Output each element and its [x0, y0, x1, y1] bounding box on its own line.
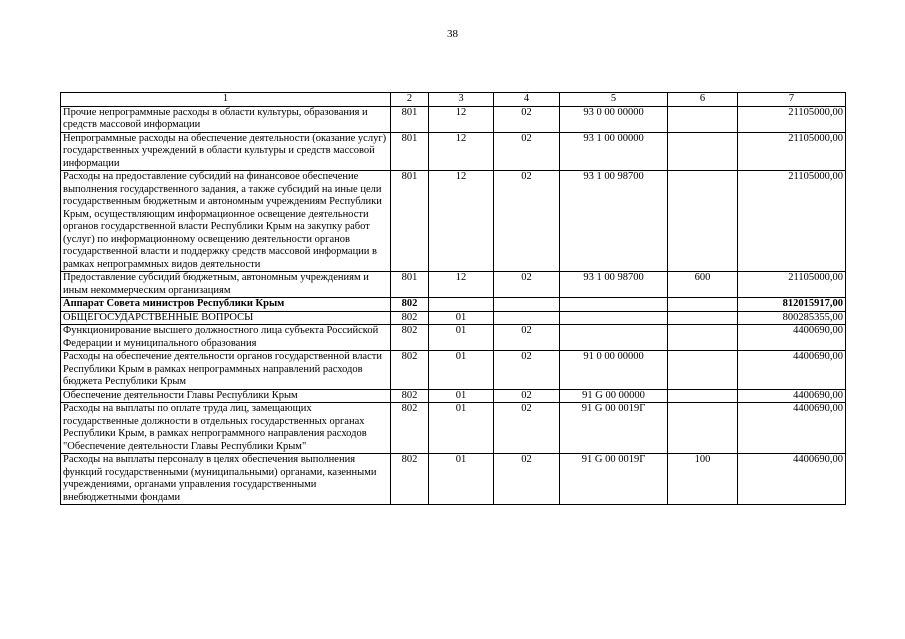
row-section-code — [429, 298, 494, 312]
row-ministry-code: 801 — [391, 171, 429, 272]
row-expense-type-code — [668, 389, 738, 403]
row-description: Обеспечение деятельности Главы Республики Крым — [61, 389, 391, 403]
table-row — [61, 454, 846, 505]
row-description: Расходы на выплаты персоналу в целях обеспечения выполнения функций государственными (муниципальными) органами, казенными учреждениями, органами управления государственными внебюджетными фондами — [61, 454, 391, 505]
row-section-code: 01 — [429, 389, 494, 403]
row-target-code — [560, 311, 668, 325]
row-section-code: 01 — [429, 351, 494, 390]
row-subsection-code: 02 — [494, 454, 560, 505]
table-row — [61, 403, 846, 454]
row-ministry-code: 802 — [391, 454, 429, 505]
row-target-code: 91 G 00 0019Г — [560, 403, 668, 454]
row-description: ОБЩЕГОСУДАРСТВЕННЫЕ ВОПРОСЫ — [61, 311, 391, 325]
table-row — [61, 171, 846, 272]
row-subsection-code: 02 — [494, 351, 560, 390]
row-subsection-code: 02 — [494, 272, 560, 298]
row-description: Функционирование высшего должностного лица субъекта Российской Федерации и муниципального образования — [61, 325, 391, 351]
table-row — [61, 311, 846, 325]
row-subsection-code: 02 — [494, 132, 560, 171]
column-header: 3 — [429, 93, 494, 107]
row-description: Прочие непрограммные расходы в области культуры, образования и средств массовой информации — [61, 106, 391, 132]
row-section-code: 12 — [429, 272, 494, 298]
column-header: 1 — [61, 93, 391, 107]
column-header: 6 — [668, 93, 738, 107]
row-target-code: 91 0 00 00000 — [560, 351, 668, 390]
row-expense-type-code — [668, 351, 738, 390]
table-header-row — [61, 93, 846, 107]
row-section-code: 01 — [429, 325, 494, 351]
row-section-code: 12 — [429, 106, 494, 132]
row-description: Расходы на обеспечение деятельности органов государственной власти Республики Крым в рамках непрограммных направлений расходов бюджета Республики Крым — [61, 351, 391, 390]
row-description: Расходы на предоставление субсидий на финансовое обеспечение выполнения государственного задания, а также субсидий на иные цели государственным бюджетным и автономным учреждениям Республики Крым, осуществляющим информационное освещение деятельности органов государственной власти Республики Крым на закупку работ (услуг) по информационному освещению деятельности органов государственной власти и поддержку средств массовой информации в рамках непрограммных видов деятельности — [61, 171, 391, 272]
row-amount: 4400690,00 — [738, 454, 846, 505]
row-description: Непрограммные расходы на обеспечение деятельности (оказание услуг) государственных учреждений в области культуры и средств массовой информации — [61, 132, 391, 171]
row-expense-type-code — [668, 311, 738, 325]
row-target-code: 93 0 00 00000 — [560, 106, 668, 132]
row-subsection-code — [494, 298, 560, 312]
row-target-code: 93 1 00 98700 — [560, 171, 668, 272]
row-expense-type-code — [668, 298, 738, 312]
table-row — [61, 325, 846, 351]
table-row — [61, 272, 846, 298]
table-row — [61, 106, 846, 132]
row-expense-type-code: 100 — [668, 454, 738, 505]
row-ministry-code: 802 — [391, 311, 429, 325]
row-ministry-code: 802 — [391, 351, 429, 390]
column-header: 4 — [494, 93, 560, 107]
row-subsection-code: 02 — [494, 325, 560, 351]
row-subsection-code: 02 — [494, 106, 560, 132]
row-section-code: 01 — [429, 403, 494, 454]
table-row — [61, 132, 846, 171]
row-ministry-code: 802 — [391, 403, 429, 454]
page-number: 38 — [447, 28, 458, 40]
row-amount: 21105000,00 — [738, 132, 846, 171]
row-amount: 812015917,00 — [738, 298, 846, 312]
row-amount: 21105000,00 — [738, 171, 846, 272]
table-row — [61, 351, 846, 390]
budget-table — [60, 92, 846, 505]
row-expense-type-code — [668, 132, 738, 171]
row-target-code: 91 G 00 0019Г — [560, 454, 668, 505]
row-section-code: 01 — [429, 311, 494, 325]
table-row — [61, 298, 846, 312]
row-expense-type-code — [668, 171, 738, 272]
row-ministry-code: 801 — [391, 132, 429, 171]
row-expense-type-code — [668, 325, 738, 351]
row-expense-type-code — [668, 403, 738, 454]
row-target-code — [560, 325, 668, 351]
row-subsection-code — [494, 311, 560, 325]
row-target-code — [560, 298, 668, 312]
row-ministry-code: 801 — [391, 272, 429, 298]
row-target-code: 93 1 00 98700 — [560, 272, 668, 298]
row-subsection-code: 02 — [494, 171, 560, 272]
column-header: 7 — [738, 93, 846, 107]
row-amount: 21105000,00 — [738, 272, 846, 298]
column-header: 2 — [391, 93, 429, 107]
row-description: Расходы на выплаты по оплате труда лиц, замещающих государственные должности в отдельных государственных органах Республики Крым, в рамках непрограммного направления расходов "Обеспечение деятельности Главы Республики Крым" — [61, 403, 391, 454]
row-amount: 21105000,00 — [738, 106, 846, 132]
row-section-code: 12 — [429, 171, 494, 272]
table-row — [61, 389, 846, 403]
row-ministry-code: 801 — [391, 106, 429, 132]
row-ministry-code: 802 — [391, 298, 429, 312]
row-amount: 800285355,00 — [738, 311, 846, 325]
column-header: 5 — [560, 93, 668, 107]
row-target-code: 91 G 00 00000 — [560, 389, 668, 403]
row-amount: 4400690,00 — [738, 403, 846, 454]
row-section-code: 01 — [429, 454, 494, 505]
row-amount: 4400690,00 — [738, 389, 846, 403]
row-ministry-code: 802 — [391, 325, 429, 351]
row-expense-type-code — [668, 106, 738, 132]
row-description: Предоставление субсидий бюджетным, автономным учреждениям и иным некоммерческим организациям — [61, 272, 391, 298]
row-section-code: 12 — [429, 132, 494, 171]
row-target-code: 93 1 00 00000 — [560, 132, 668, 171]
row-amount: 4400690,00 — [738, 325, 846, 351]
row-amount: 4400690,00 — [738, 351, 846, 390]
row-description: Аппарат Совета министров Республики Крым — [61, 298, 391, 312]
row-ministry-code: 802 — [391, 389, 429, 403]
row-subsection-code: 02 — [494, 403, 560, 454]
row-subsection-code: 02 — [494, 389, 560, 403]
row-expense-type-code: 600 — [668, 272, 738, 298]
